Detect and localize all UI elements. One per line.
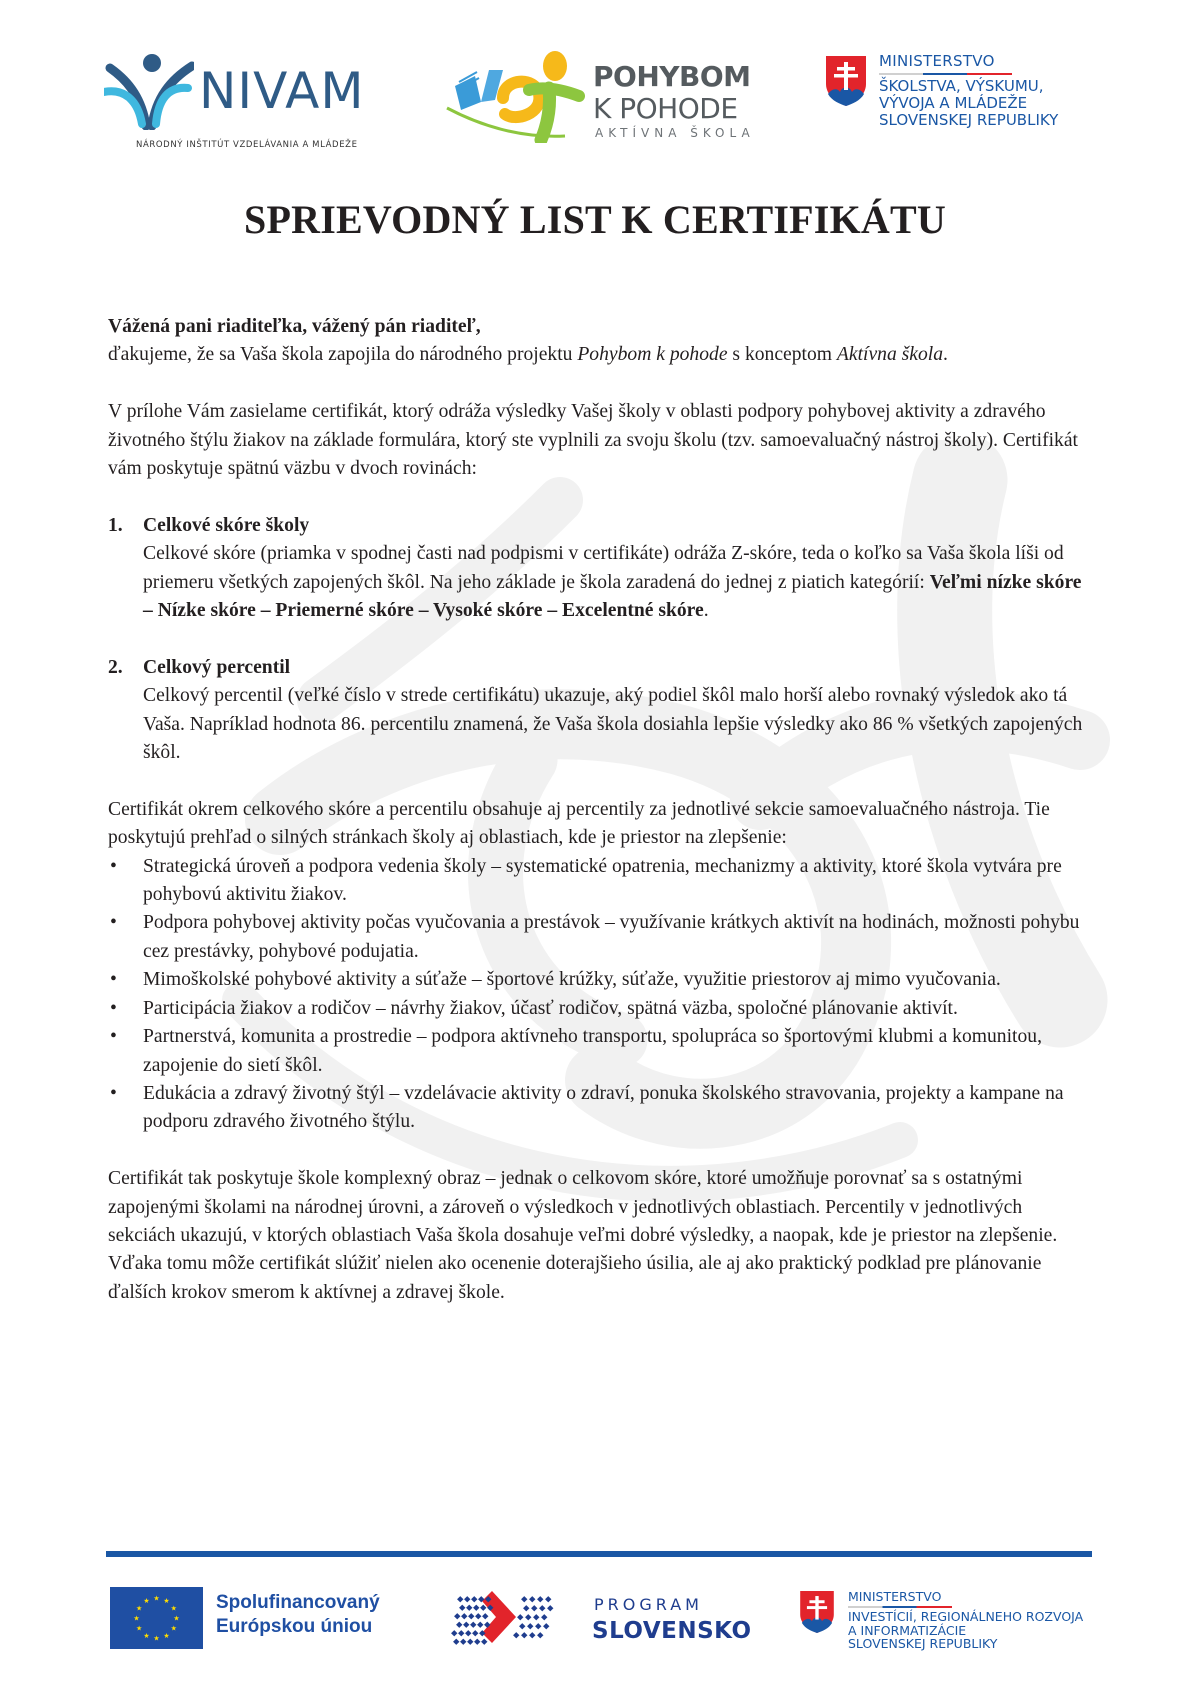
salutation bbox=[108, 313, 1088, 341]
program-slovensko-mark-icon bbox=[450, 1587, 578, 1653]
intro-text: s konceptom bbox=[727, 344, 837, 366]
header-logos bbox=[0, 40, 1190, 160]
slovensko-label: SLOVENSKO bbox=[592, 1618, 752, 1644]
pattern-dot bbox=[481, 1639, 487, 1645]
score-categories: Veľmi nízke skóre – Nízke skóre – Priemerné skóre – Vysoké skóre – Excelentné skóre bbox=[143, 571, 1082, 622]
pattern-dot bbox=[456, 1622, 462, 1628]
pattern-dot bbox=[541, 1614, 547, 1620]
pattern-dot bbox=[470, 1622, 476, 1628]
bullet-icon: • bbox=[110, 855, 117, 877]
eu-stars-icon bbox=[110, 1587, 203, 1649]
pohybom-wordmark-line1: POHYBOM bbox=[593, 60, 751, 93]
slovak-coat-of-arms-icon bbox=[826, 56, 866, 106]
pohybom-figure-icon bbox=[445, 48, 590, 143]
pattern-dot bbox=[473, 1605, 479, 1611]
bullet-icon: • bbox=[110, 912, 117, 934]
eu-star-icon: ★ bbox=[170, 1604, 177, 1613]
bullet-icon: • bbox=[110, 997, 117, 1019]
ministry-tricolor-rule bbox=[879, 73, 1012, 75]
eu-star-icon: ★ bbox=[163, 1631, 170, 1640]
item-text: Celkové skóre (priamka v spodnej časti nad podpismi v certifikáte) odráža Z-skóre, teda o koľko sa Vaša škola líši od priemeru všetkých zapojených škôl. Na jeho základe je škola zaradená do jednej z piatich kategórií: bbox=[143, 543, 1064, 593]
list-item-text: Partnerstvá, komunita a prostredie – podpora aktívneho transportu, spolupráca so športovými klubmi a komunitou, zapojenie do sietí škôl. bbox=[143, 1026, 1042, 1076]
footer-divider bbox=[106, 1551, 1092, 1557]
pattern-dot bbox=[463, 1622, 469, 1628]
pattern-dot bbox=[464, 1596, 470, 1602]
eu-star-icon: ★ bbox=[170, 1624, 177, 1633]
slovak-coat-of-arms-icon bbox=[800, 1591, 834, 1633]
pattern-dot bbox=[517, 1614, 523, 1620]
pattern-dot bbox=[454, 1613, 460, 1619]
intro-paragraph bbox=[108, 341, 1088, 369]
pattern-dot bbox=[466, 1605, 472, 1611]
nivam-subtitle: NÁRODNÝ INŠTITÚT VZDELÁVANIA A MLÁDEŽE bbox=[136, 140, 358, 150]
ministry-title: MINISTERSTVO bbox=[848, 1589, 942, 1604]
pattern-dot bbox=[461, 1613, 467, 1619]
pattern-dot bbox=[539, 1605, 545, 1611]
pattern-dot bbox=[472, 1630, 478, 1636]
closing-paragraph: Certifikát tak poskytuje škole komplexný obraz – jednak o celkovom skóre, ktoré umožňuje porovnať sa s ostatnými zapojenými školami na národnej úrovni, a zároveň o výsledkoch v jednotlivých oblastiach. Percentily v jednotlivých sekciách ukazujú, v ktorých oblastiach Vaša škola dosahuje veľmi dobré výsledky, a naopak, kde je priestor na zlepšenie. Vďaka tomu môže certifikát slúžiť nielen ako ocenenie doterajšieho úsilia, ale aj ako praktický podklad pre plánovanie ďalších krokov smerom k aktívnej a zdravej škole. bbox=[108, 1168, 1058, 1303]
item-heading: Celkové skóre školy bbox=[143, 514, 310, 536]
pattern-dot bbox=[468, 1613, 474, 1619]
intro-text: ďakujeme, že sa Vaša škola zapojila do národného projektu bbox=[108, 344, 578, 366]
list-item-text: Edukácia a zdravý životný štýl – vzdelávacie aktivity o zdraví, ponuka školského stravovania, projekty a kampane na podporu zdravého životného štýlu. bbox=[143, 1082, 1064, 1133]
eu-star-icon: ★ bbox=[163, 1597, 170, 1606]
numbered-item-total-percentile bbox=[108, 654, 1088, 768]
page-title: SPRIEVODNÝ LIST K CERTIFIKÁTU bbox=[244, 197, 946, 242]
eu-star-icon: ★ bbox=[143, 1597, 150, 1606]
pattern-dot bbox=[547, 1605, 553, 1611]
pohybom-k-pohode-logo bbox=[445, 48, 765, 148]
pattern-dot bbox=[480, 1605, 486, 1611]
pattern-dot bbox=[535, 1623, 541, 1629]
pattern-dot bbox=[521, 1596, 527, 1602]
pattern-dot bbox=[457, 1596, 463, 1602]
item-number: 2. bbox=[108, 656, 123, 678]
eu-star-icon: ★ bbox=[153, 1594, 160, 1603]
item-text: Celkový percentil (veľké číslo v strede certifikátu) ukazuje, aký podiel škôl malo horší alebo rovnaký výsledok ako tá Vaša. Napríklad hodnota 86. percentilu znamená, že Vaša škola dosiahla lepšie výsledky ako 86 % všetkých zapojených škôl. bbox=[143, 685, 1083, 764]
pattern-dot bbox=[475, 1613, 481, 1619]
eu-star-icon: ★ bbox=[136, 1604, 143, 1613]
item-text-end: . bbox=[703, 600, 709, 622]
pattern-dot bbox=[451, 1630, 457, 1636]
list-item-text: Mimoškolské pohybové aktivity a súťaže – športové krúžky, súťaže, využitie priestorov aj mimo vyučovania. bbox=[143, 969, 1001, 991]
eu-star-icon: ★ bbox=[133, 1614, 140, 1623]
pattern-dot bbox=[477, 1622, 483, 1628]
ministry-name bbox=[848, 1610, 1083, 1651]
nivam-figure-icon bbox=[104, 52, 194, 130]
concept-name: Aktívna škola bbox=[836, 344, 944, 366]
list-item-text: Podpora pohybovej aktivity počas vyučovania a prestávok – využívanie krátkych aktivít na hodinách, možnosti pohybu cez prestávky, pohybové podujatia. bbox=[143, 912, 1080, 962]
list-item bbox=[108, 995, 1088, 1023]
ministry-title: MINISTERSTVO bbox=[879, 52, 995, 70]
pattern-dot bbox=[525, 1614, 531, 1620]
pattern-dot bbox=[531, 1605, 537, 1611]
sections-paragraph: Certifikát okrem celkového skóre a percentilu obsahuje aj percentily za jednotlivé sekcie samoevaluačného nástroja. Tie poskytujú prehľad o silných stránkach školy aj oblastiach, kde je priestor na zlepšenie: bbox=[108, 798, 1050, 849]
document-body bbox=[108, 313, 1088, 1307]
pattern-dot bbox=[482, 1613, 488, 1619]
pattern-dot bbox=[460, 1639, 466, 1645]
list-item bbox=[108, 966, 1088, 994]
program-label: PROGRAM bbox=[594, 1595, 703, 1614]
pattern-dot bbox=[533, 1614, 539, 1620]
pattern-dot bbox=[521, 1632, 527, 1638]
intro-text: . bbox=[943, 344, 948, 366]
numbered-item-total-score bbox=[108, 512, 1088, 626]
eu-star-icon: ★ bbox=[153, 1634, 160, 1643]
eu-flag-icon bbox=[110, 1587, 203, 1649]
bullet-icon: • bbox=[110, 1082, 117, 1104]
pattern-dot bbox=[467, 1639, 473, 1645]
pattern-dot bbox=[465, 1630, 471, 1636]
pattern-dot bbox=[474, 1639, 480, 1645]
list-item bbox=[108, 1080, 1088, 1137]
certificate-intro-paragraph: V prílohe Vám zasielame certifikát, ktorý odráža výsledky Vašej školy v oblasti podpory pohybovej aktivity a zdravého životného štýlu žiakov na základe formulára, ktorý ste vyplnili za svoju školu (tzv. samoevaluačný nástroj školy). Certifikát vám poskytuje spätnú väzbu v dvoch rovinách: bbox=[108, 401, 1078, 480]
pattern-dot bbox=[519, 1623, 525, 1629]
ministry-tricolor-rule bbox=[848, 1606, 952, 1608]
pattern-dot bbox=[513, 1632, 519, 1638]
pattern-dot bbox=[458, 1630, 464, 1636]
pattern-dot bbox=[523, 1605, 529, 1611]
eu-text-line: Spolufinancovaný bbox=[216, 1592, 380, 1613]
ministry-name-line: ŠKOLSTVA, VÝSKUMU, bbox=[879, 77, 1044, 95]
bullet-icon: • bbox=[110, 1026, 117, 1048]
eu-text-line: Európskou úniou bbox=[216, 1616, 373, 1637]
list-item bbox=[108, 1023, 1088, 1080]
ministry-name-line: A INFORMATIZÁCIE bbox=[848, 1622, 967, 1638]
eu-star-icon: ★ bbox=[173, 1614, 180, 1623]
nivam-logo bbox=[104, 48, 384, 158]
ministry-name-line: SLOVENSKEJ REPUBLIKY bbox=[879, 111, 1059, 129]
pattern-dot bbox=[537, 1632, 543, 1638]
sections-list bbox=[108, 853, 1088, 1137]
pattern-dot bbox=[545, 1596, 551, 1602]
pattern-dot bbox=[527, 1623, 533, 1629]
footer-logos bbox=[0, 1575, 1190, 1665]
pohybom-wordmark-line2: K POHODE bbox=[593, 92, 738, 125]
pattern-dot bbox=[529, 1632, 535, 1638]
ministry-investment-logo bbox=[800, 1589, 1100, 1659]
salutation-text: Vážená pani riaditeľka, vážený pán riaditeľ, bbox=[108, 316, 481, 337]
ministry-name-line: SLOVENSKEJ REPUBLIKY bbox=[848, 1636, 998, 1651]
ministry-education-logo bbox=[826, 52, 1126, 152]
list-item-text: Participácia žiakov a rodičov – návrhy žiakov, účasť rodičov, spätná väzba, spoločné plánovanie aktivít. bbox=[143, 997, 958, 1019]
list-item bbox=[108, 909, 1088, 966]
pattern-dot bbox=[453, 1639, 459, 1645]
eu-star-icon: ★ bbox=[136, 1624, 143, 1633]
pohybom-tagline: AKTÍVNA ŠKOLA bbox=[595, 126, 755, 140]
pattern-dot bbox=[459, 1605, 465, 1611]
nivam-wordmark: NIVAM bbox=[199, 62, 365, 120]
project-name: Pohybom k pohode bbox=[577, 344, 728, 366]
ministry-name-line: INVESTÍCIÍ, REGIONÁLNEHO ROZVOJA bbox=[848, 1609, 1084, 1624]
item-heading: Celkový percentil bbox=[143, 656, 291, 678]
pattern-dot bbox=[471, 1596, 477, 1602]
eu-star-icon: ★ bbox=[143, 1631, 150, 1640]
pattern-dot bbox=[537, 1596, 543, 1602]
pattern-dot bbox=[529, 1596, 535, 1602]
list-item bbox=[108, 853, 1088, 910]
ministry-name bbox=[879, 78, 1058, 129]
eu-cofunded-text bbox=[216, 1591, 380, 1639]
bullet-icon: • bbox=[110, 969, 117, 991]
item-number: 1. bbox=[108, 514, 123, 536]
list-item-text: Strategická úroveň a podpora vedenia školy – systematické opatrenia, mechanizmy a aktivity, ktoré škola vytvára pre pohybovú aktivitu žiakov. bbox=[143, 855, 1062, 906]
ministry-name-line: VÝVOJA A MLÁDEŽE bbox=[879, 94, 1028, 112]
pattern-dot bbox=[543, 1623, 549, 1629]
